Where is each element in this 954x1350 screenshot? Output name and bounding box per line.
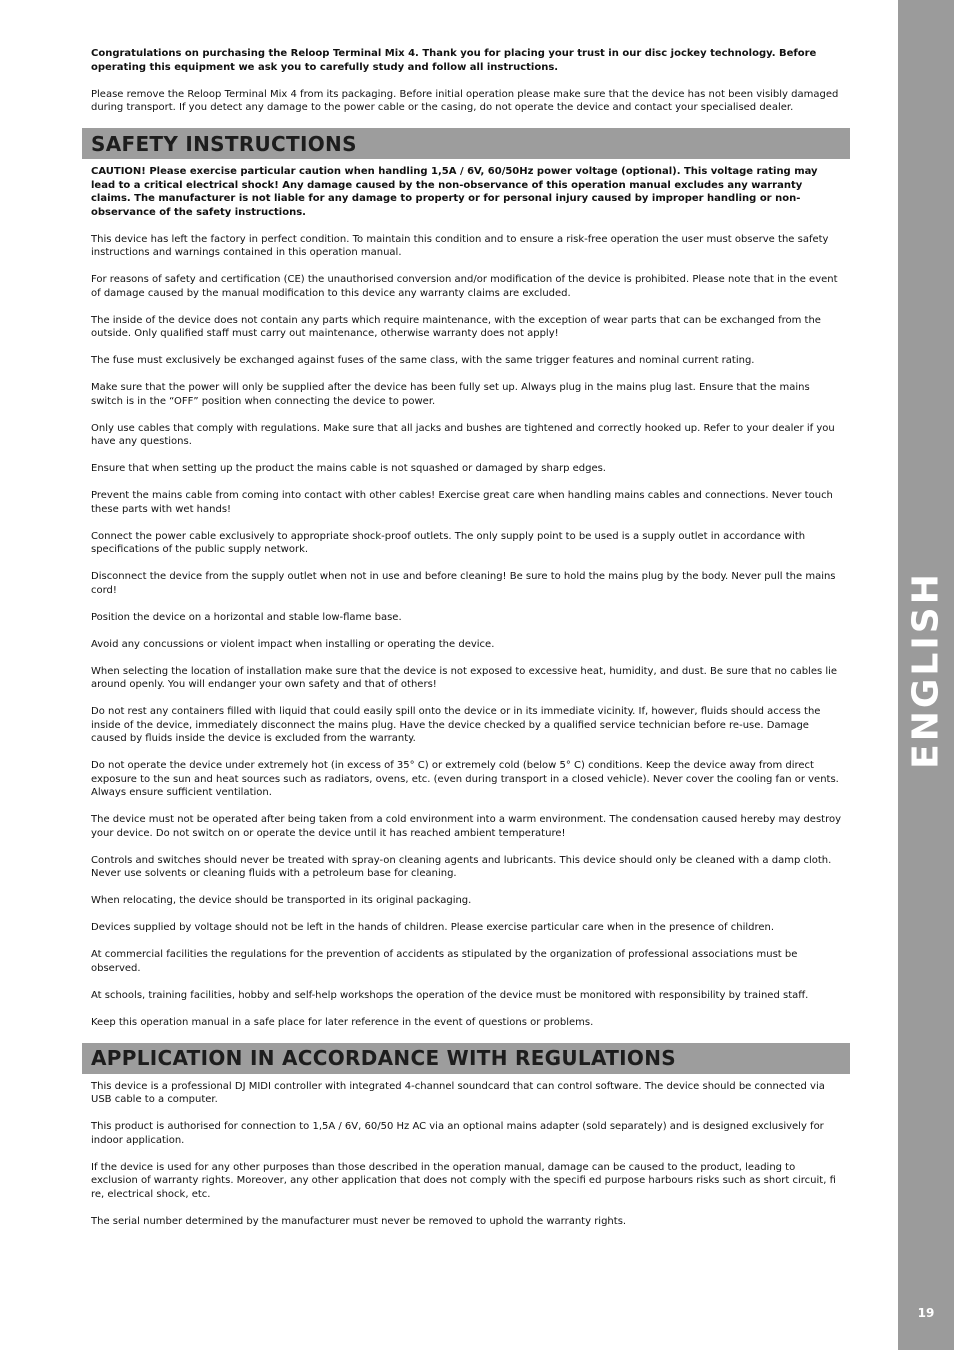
safety-paragraph: The inside of the device does not contain any parts which require maintenance, with the exception of wear parts that can be exchanged from the outside. Only qualified staff must carry out maintenance, otherwise warranty does not apply! [91, 314, 821, 339]
page-number: 19 [917, 1306, 935, 1320]
safety-section-title: SAFETY INSTRUCTIONS [91, 131, 357, 156]
application-paragraph: This device is a professional DJ MIDI controller with integrated 4-channel soundcard that can control software. The device should be connected via USB cable to a computer. [91, 1080, 825, 1105]
safety-paragraph: Make sure that the power will only be supplied after the device has been fully set up. Always plug in the mains plug last. Ensure that the mains switch is in the “OFF” position when connecting the device to power. [91, 382, 810, 407]
application-section-title: APPLICATION IN ACCORDANCE WITH REGULATIONS [91, 1046, 676, 1070]
safety-paragraph: Devices supplied by voltage should not be left in the hands of children. Please exercise particular care when in the presence of children. [91, 922, 775, 933]
safety-paragraph: Do not rest any containers filled with liquid that could easily spill onto the device or in its immediate vicinity. If, however, fluids should access the inside of the device, immediately disconnect the mains plug. Have the device checked by a qualified service technician before re-use. Damage caused by fluids inside the device is excluded from the warranty. [91, 706, 821, 744]
safety-paragraph: Position the device on a horizontal and stable low-flame base. [91, 611, 402, 623]
language-label: ENGLISH [905, 571, 947, 769]
application-paragraph: This product is authorised for connection to 1,5A / 6V, 60/50 Hz AC via an optional mains adapter (sold separately) and is designed exclusively for indoor application. [91, 1121, 824, 1146]
safety-paragraph: At schools, training facilities, hobby and self-help workshops the operation of the device must be monitored with responsibility by trained staff. [91, 989, 809, 1001]
safety-paragraph: At commercial facilities the regulations for the prevention of accidents as stipulated by the organization of professional associations must be observed. [91, 949, 798, 974]
intro-paragraph: Congratulations on purchasing the Reloop Terminal Mix 4. Thank you for placing your trust in our disc jockey technology. Before operating this equipment we ask you to carefully study and follow all instructions. [91, 48, 817, 73]
safety-paragraph: Controls and switches should never be treated with spray-on cleaning agents and lubricants. This device should only be cleaned with a damp cloth. Never use solvents or cleaning fluids with a petroleum base for cleaning. [91, 854, 832, 879]
safety-paragraph: Prevent the mains cable from coming into contact with other cables! Exercise great care when handling mains cables and connections. Never touch these parts with wet hands! [91, 490, 833, 515]
application-paragraph: If the device is used for any other purposes than those described in the operation manual, damage can be caused to the product, leading to exclusion of warranty rights. Moreover, any other application that does not comply with the specifi ed purpose harbours risks such as short circuit, fi re, electrical shock, etc. [91, 1161, 836, 1200]
safety-paragraph: Avoid any concussions or violent impact when installing or operating the device. [91, 638, 495, 650]
intro-paragraph: Please remove the Reloop Terminal Mix 4 from its packaging. Before initial operation please make sure that the device has not been visibly damaged during transport. If you detect any damage to the power cable or the casing, do not operate the device and contact your specialised dealer. [91, 88, 839, 113]
language-sidebar [898, 0, 954, 1350]
safety-paragraph: For reasons of safety and certification (CE) the unauthorised conversion and/or modification of the device is prohibited. Please note that in the event of damage caused by the manual modification to this device any warranty claims are excluded. [91, 274, 838, 299]
safety-paragraph: Connect the power cable exclusively to appropriate shock-proof outlets. The only supply point to be used is a supply outlet in accordance with specifications of the public supply network. [91, 530, 806, 555]
page-content [82, 47, 850, 1242]
safety-paragraph: Only use cables that comply with regulations. Make sure that all jacks and bushes are tightened and correctly hooked up. Refer to your dealer if you have any questions. [91, 422, 835, 447]
safety-paragraph: Keep this operation manual in a safe place for later reference in the event of questions or problems. [91, 1016, 594, 1028]
safety-paragraph: The device must not be operated after being taken from a cold environment into a warm environment. The condensation caused hereby may destroy your device. Do not switch on or operate the device until it has reached ambient temperature! [91, 814, 841, 839]
application-section-header [82, 1043, 850, 1074]
safety-paragraph: The fuse must exclusively be exchanged against fuses of the same class, with the same trigger features and nominal current rating. [91, 355, 755, 366]
language-tab [898, 560, 954, 780]
caution-paragraph: CAUTION! Please exercise particular caution when handling 1,5A / 6V, 60/50Hz power voltage (optional). This voltage rating may lead to a critical electrical shock! Any damage caused by the non-observance of this operation manual excludes any warranty claims. The manufacturer is not liable for any damage to property or for personal injury caused by improper handling or non-observance of the safety instructions. [91, 166, 818, 218]
safety-paragraph: Disconnect the device from the supply outlet when not in use and before cleaning! Be sure to hold the mains plug by the body. Never pull the mains cord! [91, 571, 836, 596]
safety-paragraph: Do not operate the device under extremely hot (in excess of 35° C) or extremely cold (below 5° C) conditions. Keep the device away from direct exposure to the sun and heat sources such as radiators, ovens, etc. (even during transport in a closed vehicle). Never cover the cooling fan or vents. Always ensure sufficient ventilation. [91, 760, 839, 798]
application-paragraph: The serial number determined by the manufacturer must never be removed to uphold the warranty rights. [91, 1215, 627, 1227]
safety-paragraph: Ensure that when setting up the product the mains cable is not squashed or damaged by sharp edges. [91, 463, 606, 474]
safety-section-header [82, 128, 850, 159]
safety-paragraph: When relocating, the device should be transported in its original packaging. [91, 895, 472, 906]
safety-paragraph: This device has left the factory in perfect condition. To maintain this condition and to ensure a risk-free operation the user must observe the safety instructions and warnings contained in this operation manual. [91, 233, 829, 258]
safety-paragraph: When selecting the location of installation make sure that the device is not exposed to excessive heat, humidity, and dust. Be sure that no cables lie around openly. You will endanger your own safety and that of others! [91, 665, 838, 690]
